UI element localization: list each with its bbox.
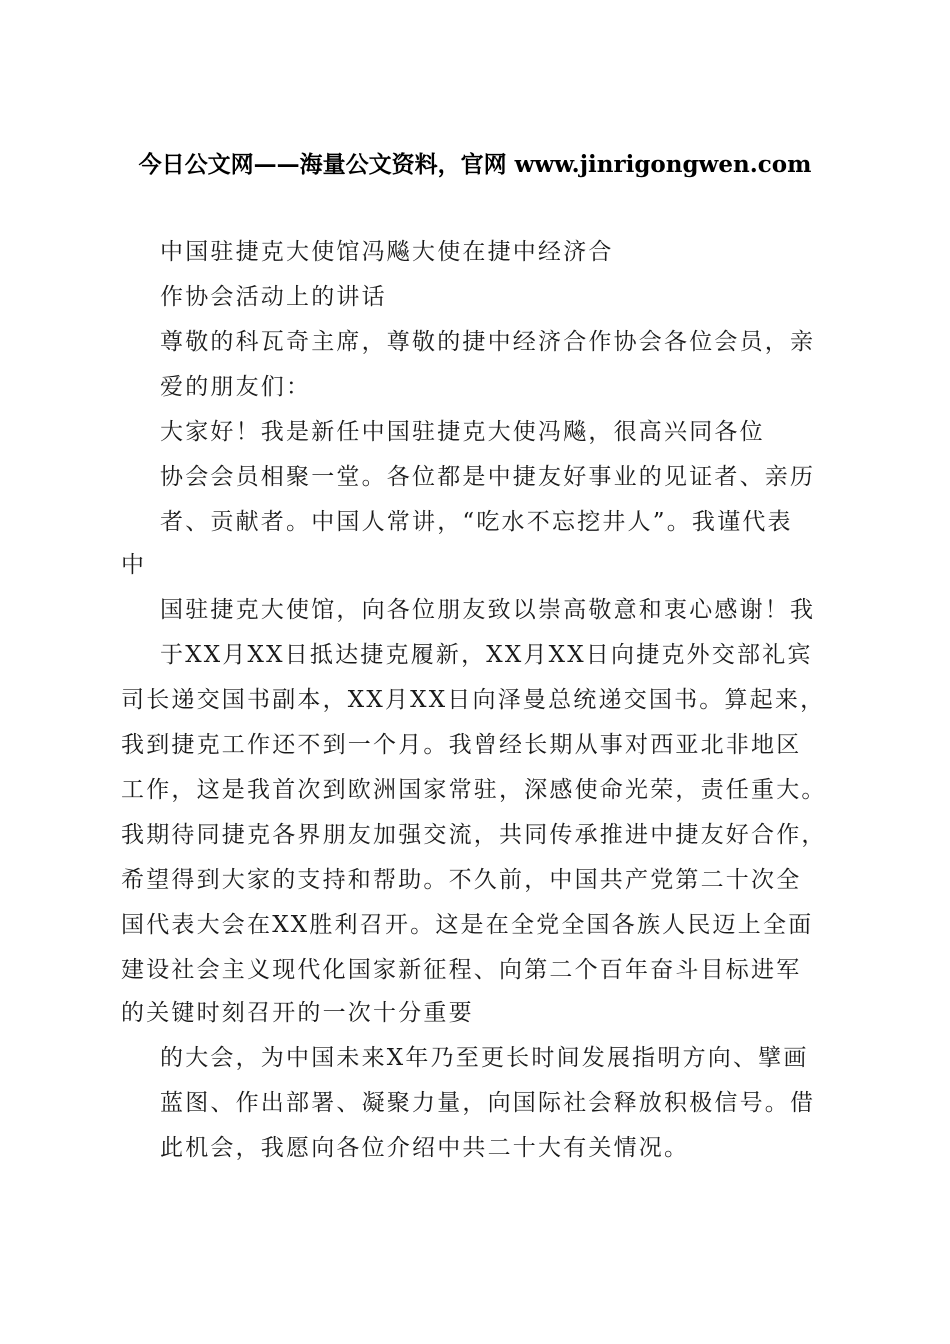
text-line: 者、贡献者。中国人常讲，“吃水不忘挖井人”。我谨代表: [160, 509, 793, 535]
text-line: 希望得到大家的支持和帮助。不久前，中国共产党第二十次全: [121, 867, 802, 893]
text-line: 爱的朋友们：: [160, 374, 312, 400]
text-line: 作协会活动上的讲话: [160, 284, 387, 310]
text-line: 协会会员相聚一堂。各位都是中捷友好事业的见证者、亲历: [160, 464, 816, 490]
text-line: 中: [121, 552, 147, 578]
text-line: 建设社会主义现代化国家新征程、向第二个百年奋斗目标进军: [121, 957, 802, 983]
text-line: 的关键时刻召开的一次十分重要: [121, 1000, 474, 1026]
text-line: 工作，这是我首次到欧洲国家常驻，深感使命光荣，责任重大。: [121, 777, 827, 803]
text-line: 的大会，为中国未来X年乃至更长时间发展指明方向、擘画: [160, 1045, 809, 1071]
text-line: 此机会，我愿向各位介绍中共二十大有关情况。: [160, 1135, 690, 1161]
text-line: 国驻捷克大使馆，向各位朋友致以崇高敬意和衷心感谢！我: [160, 597, 816, 623]
text-line: 我期待同捷克各界朋友加强交流，共同传承推进中捷友好合作，: [121, 822, 827, 848]
text-line: 中国驻捷克大使馆冯飚大使在捷中经济合: [160, 239, 614, 265]
site-header-title: 今日公文网——海量公文资料，官网 www.jinrigongwen.com: [138, 151, 812, 178]
text-line: 于XX月XX日抵达捷克履新，XX月XX日向捷克外交部礼宾: [160, 642, 813, 668]
text-line: 尊敬的科瓦奇主席，尊敬的捷中经济合作协会各位会员，亲: [160, 329, 816, 355]
text-line: 我到捷克工作还不到一个月。我曾经长期从事对西亚北非地区: [121, 732, 802, 758]
text-line: 蓝图、作出部署、凝聚力量，向国际社会释放积极信号。借: [160, 1090, 816, 1116]
text-line: 国代表大会在XX胜利召开。这是在全党全国各族人民迈上全面: [121, 912, 814, 938]
text-line: 司长递交国书副本，XX月XX日向泽曼总统递交国书。算起来，: [121, 687, 826, 713]
text-line: 大家好！我是新任中国驻捷克大使冯飚，很高兴同各位: [160, 419, 765, 445]
